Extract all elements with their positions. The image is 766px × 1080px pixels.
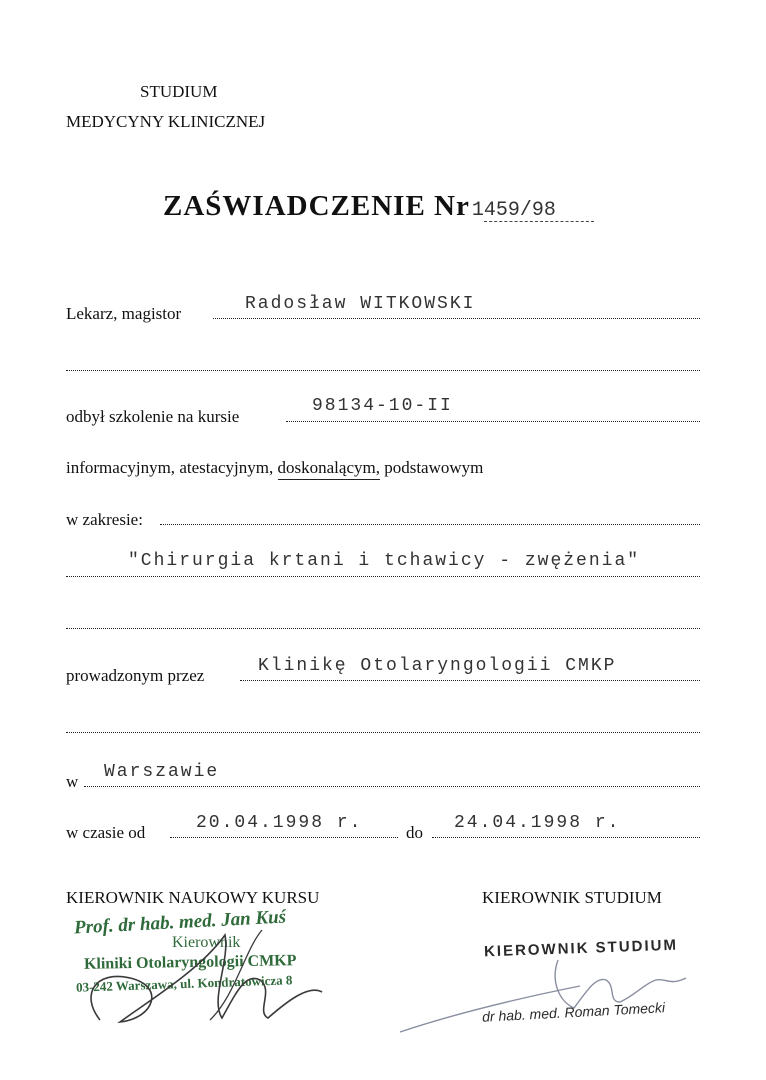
blank-dotted-line-2	[66, 628, 700, 629]
zakres-dotted-line	[160, 524, 700, 525]
miejsce-value: Warszawie	[104, 762, 220, 782]
lekarz-label: Lekarz, magistor	[66, 304, 182, 323]
lekarz-value: Radosław WITKOWSKI	[245, 294, 476, 314]
miejsce-dotted-line	[84, 786, 700, 787]
kurs-label: odbył szkolenie na kursie	[66, 407, 240, 426]
blank-dotted-line-1	[66, 370, 700, 371]
header-line-1: STUDIUM	[140, 82, 218, 101]
right-stamp-title: KIEROWNIK STUDIUM	[483, 936, 679, 961]
kurs-dotted-line	[286, 421, 700, 422]
zakres-value: "Chirurgia krtani i tchawicy - zwężenia"	[128, 551, 641, 571]
prowadzony-label: prowadzonym przez	[66, 666, 205, 685]
type-informacyjny: informacyjnym,	[66, 458, 176, 477]
type-atestacyjny: atestacyjnym,	[179, 458, 274, 477]
zakres-label: w zakresie:	[66, 510, 143, 529]
prowadzony-value: Klinikę Otolaryngologii CMKP	[258, 656, 617, 676]
kurs-value: 98134-10-II	[312, 396, 453, 416]
right-signature-scribble	[390, 950, 720, 1040]
title-number: 1459/98	[471, 199, 556, 222]
type-podstawowy: podstawowym	[384, 458, 484, 477]
czas-od-value: 20.04.1998 r.	[196, 813, 363, 833]
czas-do-dotted-line	[432, 837, 700, 838]
right-stamp-name: dr hab. med. Roman Tomecki	[481, 999, 666, 1025]
czas-od-dotted-line	[170, 837, 398, 838]
miejsce-label: w	[66, 772, 79, 791]
left-stamp-clinic: Kliniki Otolaryngologii CMKP	[83, 952, 297, 973]
header-line-2: MEDYCYNY KLINICZNEJ	[66, 112, 266, 131]
czas-do-label: do	[406, 823, 423, 842]
left-stamp-role: Kierownik	[172, 934, 241, 951]
right-signature-title: KIEROWNIK STUDIUM	[482, 888, 662, 907]
prowadzony-dotted-line	[240, 680, 700, 681]
title-label: ZAŚWIADCZENIE Nr	[163, 190, 470, 222]
title-number-underline	[484, 221, 594, 222]
course-types	[66, 458, 483, 478]
certificate-title	[163, 190, 556, 223]
blank-dotted-line-3	[66, 732, 700, 733]
zakres-dotted-line-2	[66, 576, 700, 577]
czas-label: w czasie od	[66, 823, 146, 842]
left-signature-scribble	[60, 900, 360, 1040]
left-stamp-name: Prof. dr hab. med. Jan Kuś	[73, 906, 287, 939]
type-doskonalacy: doskonalącym,	[278, 458, 380, 480]
left-signature-title: KIEROWNIK NAUKOWY KURSU	[66, 888, 320, 907]
czas-do-value: 24.04.1998 r.	[454, 813, 621, 833]
lekarz-dotted-line	[213, 318, 700, 319]
left-stamp-address: 03-242 Warszawa, ul. Kondratowicza 8	[75, 972, 293, 995]
